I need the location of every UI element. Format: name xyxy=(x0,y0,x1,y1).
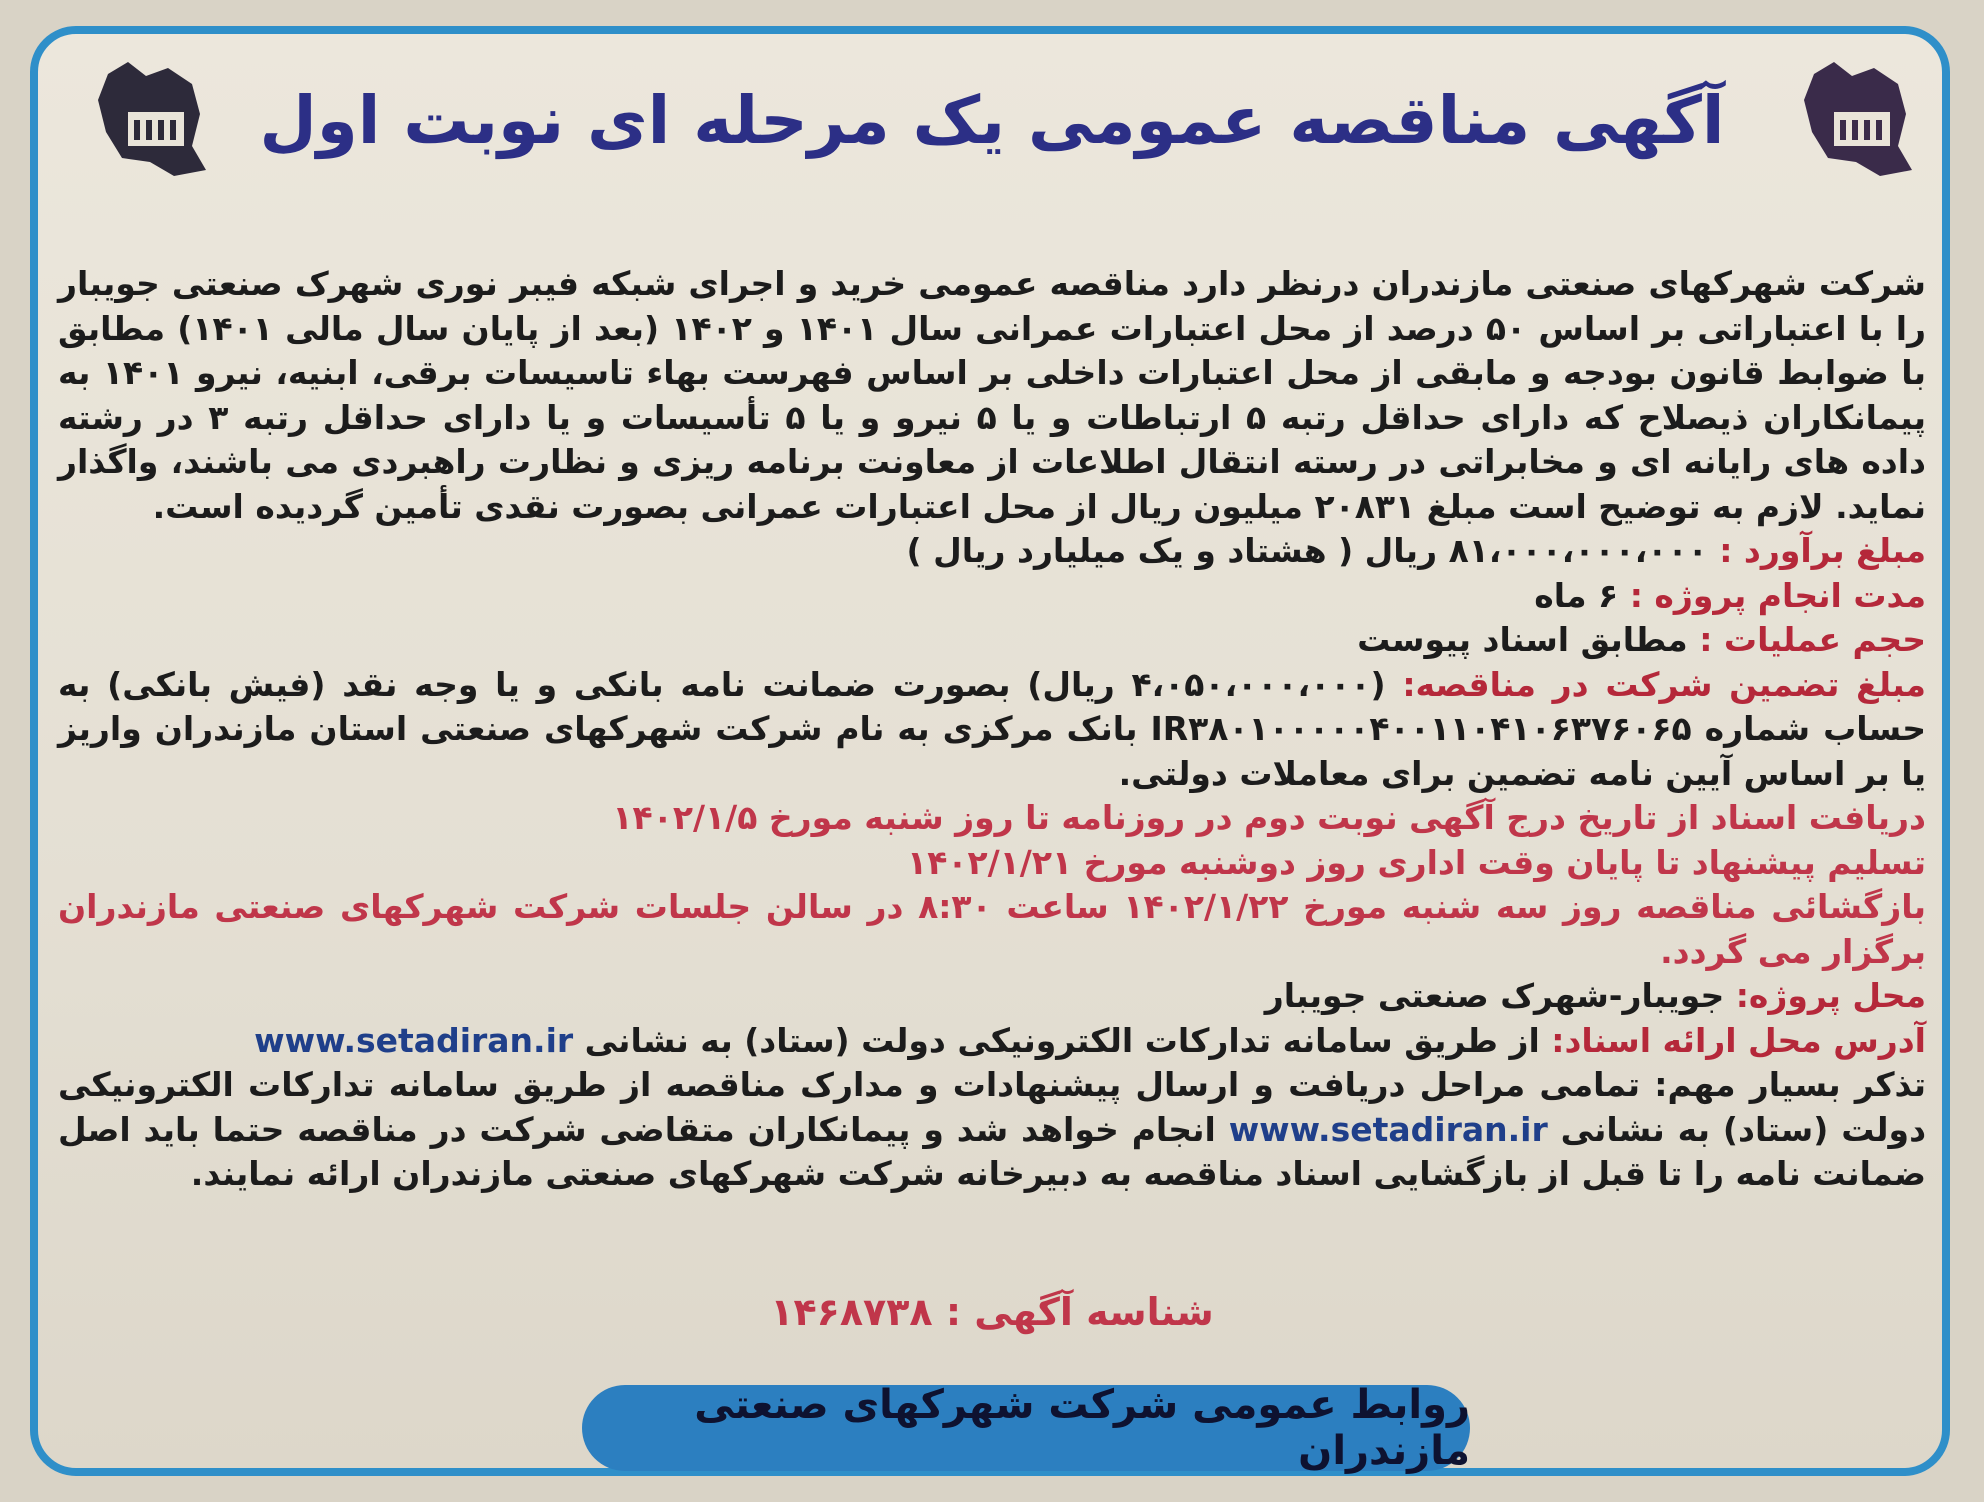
guarantee-value: (۴،۰۵۰،۰۰۰،۰۰۰ ریال) بصورت ضمانت نامه بانکی و یا وجه نقد (فیش بانکی) به حساب شماره IR۳۸۰۱۰۰۰۰۰۴۰۰۱۱۰۴۱۰۶۳۷۶۰۶۵ بانک مرکزی به نام شرکت شهرکهای صنعتی استان مازندران واریز یا بر اساس آیین نامه تضمین برای معاملات دولتی. xyxy=(58,664,1926,793)
volume-value: مطابق اسناد پیوست xyxy=(1357,620,1688,659)
volume-line xyxy=(58,618,1926,663)
guarantee-line xyxy=(58,663,1926,797)
footer-text: روابط عمومی شرکت شهرکهای صنعتی مازندران xyxy=(694,1382,1470,1474)
footer-banner xyxy=(582,1382,1470,1474)
setadiran-link[interactable]: www.setadiran.ir xyxy=(1228,1109,1548,1149)
duration-line xyxy=(58,574,1926,619)
intro-paragraph: شرکت شهرکهای صنعتی مازندران درنظر دارد مناقصه عمومی خرید و اجرای شبکه فیبر نوری شهرک صنعتی جویبار را با اعتباراتی بر اساس ۵۰ درصد از محل اعتبارات عمرانی سال ۱۴۰۱ و ۱۴۰۲ (بعد از پایان سال مالی ۱۴۰۱) مطابق با ضوابط قانون بودجه و مابقی از محل اعتبارات داخلی بر اساس فهرست بهاء تاسیسات برقی، ابنیه، نیرو ۱۴۰۱ به پیمانکاران ذیصلاح که دارای حداقل رتبه ۵ ارتباطات و یا ۵ نیرو و یا ۵ تأسیسات و یا دارای حداقل رتبه ۳ در رشته داده های رایانه ای و مخابراتی در رسته انتقال اطلاعات از معاونت برنامه ریزی و نظارت راهبردی می باشند، واگذار نماید. لازم به توضیح است مبلغ ۲۰۸۳۱ میلیون ریال از محل اعتبارات عمرانی بصورت نقدی تأمین گردیده است. xyxy=(58,264,1927,526)
duration-value: ۶ ماه xyxy=(1534,575,1619,615)
notice-title: آگهی مناقصه عمومی یک مرحله ای نوبت اول xyxy=(259,82,1725,159)
estimate-line xyxy=(58,529,1926,574)
ad-id: شناسه آگهی : ۱۴۶۸۷۳۸ xyxy=(770,1290,1214,1334)
important-note xyxy=(58,1063,1926,1197)
setadiran-link[interactable]: www.setadiran.ir xyxy=(254,1020,574,1060)
duration-label: مدت انجام پروژه : xyxy=(1629,575,1926,615)
estimate-value: ۸۱،۰۰۰،۰۰۰،۰۰۰ ریال ( هشتاد و یک میلیارد ریال ) xyxy=(906,531,1708,570)
industrial-parks-logo-icon xyxy=(1794,54,1924,184)
estimate-label: مبلغ برآورد : xyxy=(1719,531,1926,570)
submit-date: تسلیم پیشنهاد تا پایان وقت اداری روز دوشنبه مورخ ۱۴۰۲/۱/۲۱ xyxy=(907,842,1926,882)
docs-address-value: از طریق سامانه تدارکات الکترونیکی دولت (ستاد) به نشانی xyxy=(584,1020,1540,1060)
guarantee-label: مبلغ تضمین شرکت در مناقصه: xyxy=(1402,664,1926,704)
opening-date: بازگشائی مناقصه روز سه شنبه مورخ ۱۴۰۲/۱/۲۲ ساعت ۸:۳۰ در سالن جلسات شرکت شهرکهای صنعتی مازندران برگزار می گردد. xyxy=(58,887,1927,971)
industrial-parks-logo-icon xyxy=(88,54,218,184)
notice-body xyxy=(58,262,1926,1197)
receive-docs-date: دریافت اسناد از تاریخ درج آگهی نوبت دوم در روزنامه تا روز شنبه مورخ ۱۴۰۲/۱/۵ xyxy=(612,798,1926,837)
docs-address-line xyxy=(58,1019,1926,1064)
note-part-1: تذکر بسیار مهم: تمامی مراحل دریافت و ارسال پیشنهادات و مدارک مناقصه از طریق سامانه تدارکات الکترونیکی دولت (ستاد) به نشانی xyxy=(58,1065,1926,1149)
location-label: محل پروژه: xyxy=(1735,976,1926,1015)
location-line xyxy=(58,974,1926,1019)
volume-label: حجم عملیات : xyxy=(1699,620,1926,659)
docs-address-label: آدرس محل ارائه اسناد: xyxy=(1551,1020,1926,1060)
location-value: جویبار-شهرک صنعتی جویبار xyxy=(1264,976,1725,1015)
note-part-2: انجام خواهد شد و پیمانکاران متقاضی شرکت در مناقصه حتما باید اصل ضمانت نامه را تا قبل از بازگشایی اسناد مناقصه به دبیرخانه شرکت شهرکهای صنعتی مازندران ارائه نمایند. xyxy=(58,1109,1926,1193)
